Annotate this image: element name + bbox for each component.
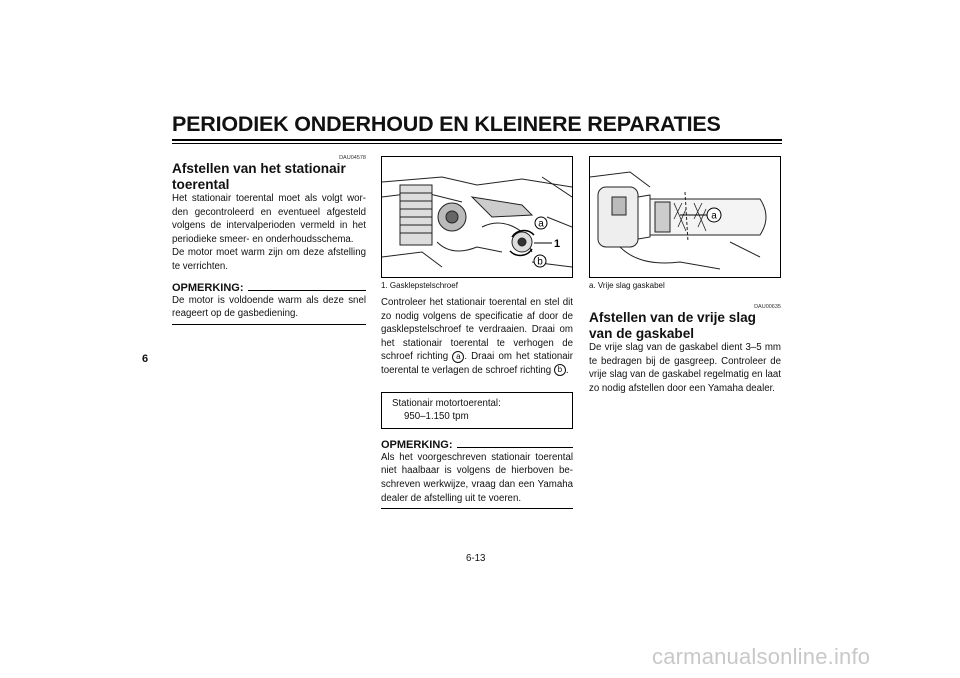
section-body (589, 341, 781, 395)
figure-throttle-grip (589, 156, 781, 278)
section-body-cont (381, 296, 573, 378)
column-3 (589, 156, 781, 395)
paragraph-part: Controleer het stationair toerental en stel dit zo nodig volgens de specificatie af door de gasklepstelschroef te verdraaien. Draai om het stationair toerental te verhogen de schroef richting (381, 297, 573, 363)
paragraph: De motor moet warm zijn om deze afstelling te verrichten. (172, 247, 366, 272)
column-1 (172, 155, 366, 325)
page-number: 6-13 (466, 553, 486, 564)
paragraph-part: . Draai om het stationair toerental te verlagen de schroef richting (381, 351, 573, 376)
figure-label-b: b (537, 256, 543, 268)
note-end-rule (172, 324, 366, 325)
chapter-tab: 6 (142, 353, 149, 365)
header-rule (172, 139, 782, 141)
figure-caption: 1. Gasklepstelschroef (381, 281, 458, 290)
note-text: De motor is voldoende warm als deze snel reageert op de gasbediening. (172, 294, 366, 320)
paragraph: Het stationair toerental moet als volgt wor-den gecontroleerd en eventueel afgesteld volgens de intervalperioden vermeld in het periodieke smeer- en onderhoudsschema. (172, 193, 366, 245)
engine-illustration (382, 157, 572, 277)
note-end-rule (381, 508, 573, 509)
spec-value: 950–1.150 tpm (404, 411, 469, 423)
note-text: Als het voorgeschreven stationair toerental niet haalbaar is volgens de hierboven be-schreven werkwijze, vraag dan een Yamaha dealer de afstelling uit te voeren. (381, 451, 573, 504)
section-title-idle: Afstellen van het stationair toerental (172, 161, 346, 192)
spec-label: Stationair motortoerental: (392, 397, 501, 409)
figure-throttle-stop-screw (381, 156, 573, 278)
section-title-cable: Afstellen van de vrije slag van de gaskabel (589, 310, 756, 341)
spec-box (381, 392, 573, 429)
figure-label-1: 1 (554, 238, 561, 250)
throttle-grip-illustration (590, 157, 780, 277)
paragraph: De vrije slag van de gaskabel dient 3–5 mm te bedragen bij de gasgreep. Controleer de vrije slag van de gaskabel regelmatig en laat zo nodig afstellen door een Yamaha dealer. (589, 342, 781, 394)
paragraph-part: . (565, 364, 569, 376)
figure-caption: a. Vrije slag gaskabel (589, 281, 665, 290)
column-2 (381, 156, 573, 509)
circled-b: b (554, 364, 566, 376)
note-heading-label: OPMERKING: (172, 281, 244, 294)
note-heading-label: OPMERKING: (381, 438, 453, 451)
section-code: DAU00635 (754, 304, 781, 310)
header-rule-thin (172, 143, 782, 144)
watermark: carmanualsonline.info (652, 644, 871, 669)
figure-label-a: a (711, 210, 717, 222)
figure-label-a: a (538, 218, 544, 230)
section-code: DAU04578 (339, 155, 366, 161)
page-header-title: PERIODIEK ONDERHOUD EN KLEINERE REPARATIES (172, 112, 721, 136)
circled-a: a (452, 351, 464, 363)
note-heading (172, 282, 366, 294)
section-body (172, 192, 366, 274)
note-heading (381, 439, 573, 451)
